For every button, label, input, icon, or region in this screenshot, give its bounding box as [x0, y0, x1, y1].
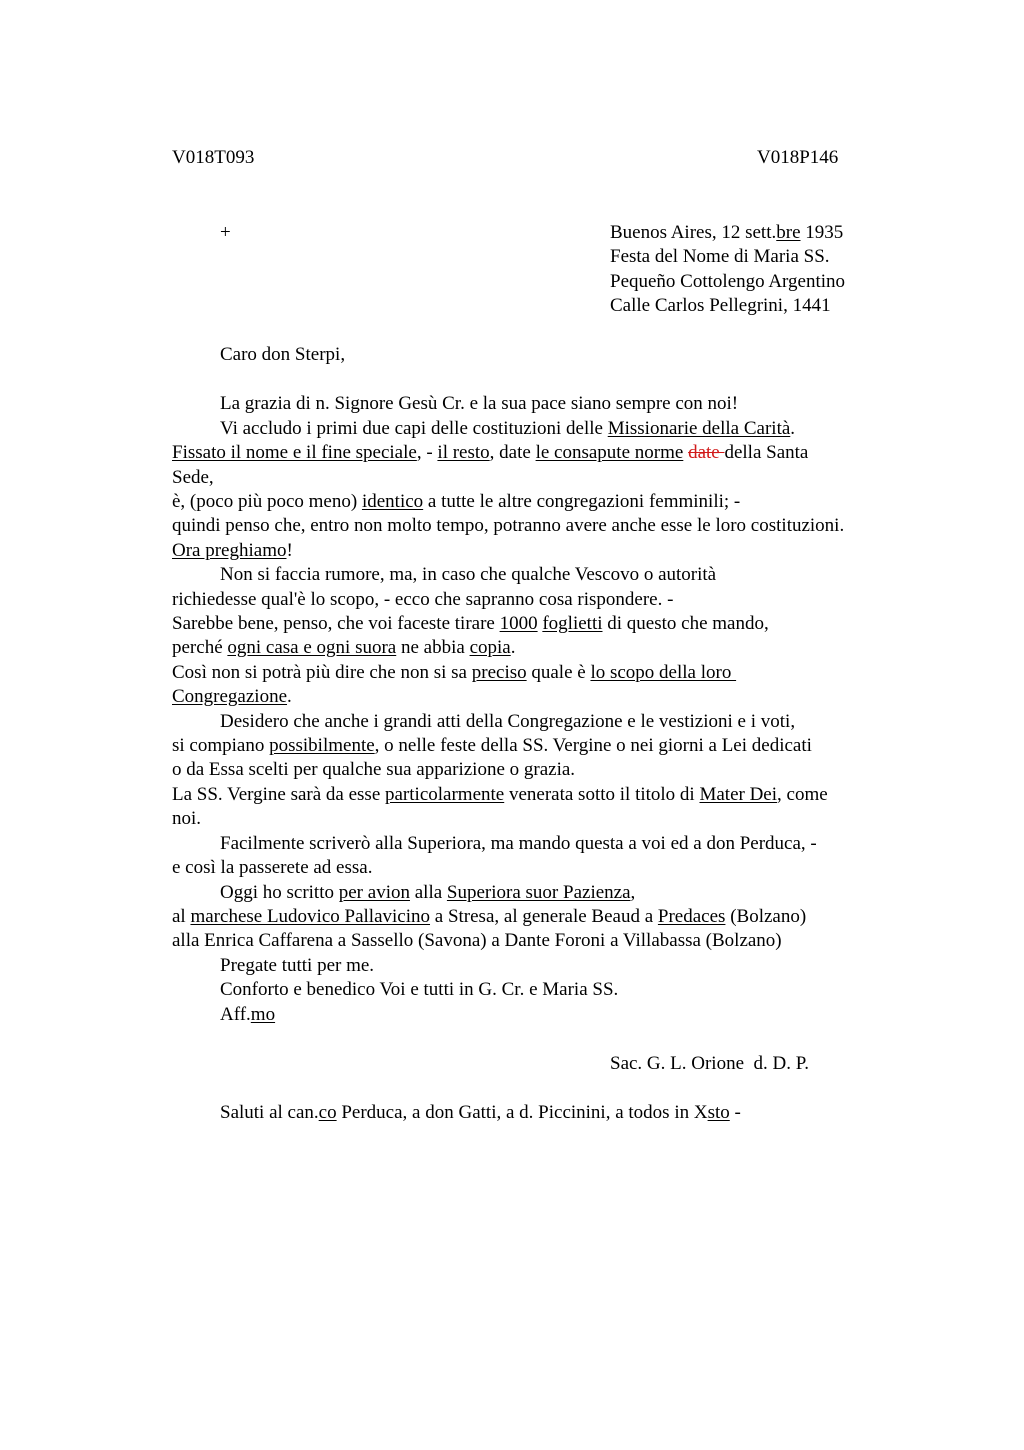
address-line-date: Buenos Aires, 12 sett.bre 1935 — [610, 222, 844, 243]
body-line: richiedesse qual'è lo scopo, - ecco che sapranno cosa rispondere. - — [172, 589, 674, 610]
body-line: quindi penso che, entro non molto tempo, potranno avere anche esse le loro costituzioni. — [172, 515, 845, 536]
body-line: Oggi ho scritto per avion alla Superiora suor Pazienza, — [220, 882, 636, 903]
body-line: è, (poco più poco meno) identico a tutte le altre congregazioni femminili; - — [172, 491, 741, 512]
body-line: e così la passerete ad essa. — [172, 857, 373, 878]
body-line: Facilmente scriverò alla Superiora, ma mando questa a voi ed a don Perduca, - — [220, 833, 817, 854]
body-line: Così non si potrà più dire che non si sa preciso quale è lo scopo della loro — [172, 662, 737, 683]
body-line: Non si faccia rumore, ma, in caso che qualche Vescovo o autorità — [220, 564, 717, 585]
body-line: o da Essa scelti per qualche sua apparizione o grazia. — [172, 759, 576, 780]
address-line-street: Calle Carlos Pellegrini, 1441 — [610, 295, 831, 316]
body-line: perché ogni casa e ogni suora ne abbia copia. — [172, 637, 516, 658]
body-line: Conforto e benedico Voi e tutti in G. Cr. e Maria SS. — [220, 979, 619, 1000]
closing: Aff.mo — [220, 1004, 276, 1025]
postscript: Saluti al can.co Perduca, a don Gatti, a d. Piccinini, a todos in Xsto - — [220, 1102, 741, 1123]
body-line: si compiano possibilmente, o nelle feste della SS. Vergine o nei giorni a Lei dedicati — [172, 735, 812, 756]
body-line: Ora preghiamo! — [172, 540, 293, 561]
document-code-right: V018P146 — [757, 147, 839, 168]
body-line: al marchese Ludovico Pallavicino a Stresa, al generale Beaud a Predaces (Bolzano) — [172, 906, 807, 927]
body-line: Sede, — [172, 467, 214, 488]
cross-symbol: + — [220, 222, 231, 243]
body-line: La SS. Vergine sarà da esse particolarmente venerata sotto il titolo di Mater Dei, come — [172, 784, 828, 805]
body-line: Desidero che anche i grandi atti della Congregazione e le vestizioni e i voti, — [220, 711, 796, 732]
body-line: Fissato il nome e il fine speciale, - il resto, date le consapute norme date della Santa — [172, 442, 809, 463]
salutation: Caro don Sterpi, — [220, 344, 346, 365]
body-line: alla Enrica Caffarena a Sassello (Savona) a Dante Foroni a Villabassa (Bolzano) — [172, 930, 782, 951]
body-line: La grazia di n. Signore Gesù Cr. e la sua pace siano sempre con noi! — [220, 393, 739, 414]
body-line: Sarebbe bene, penso, che voi faceste tirare 1000 foglietti di questo che mando, — [172, 613, 769, 634]
address-line-feast: Festa del Nome di Maria SS. — [610, 246, 830, 267]
signature: Sac. G. L. Orione d. D. P. — [610, 1053, 809, 1074]
document-code-left: V018T093 — [172, 147, 255, 168]
body-line: noi. — [172, 808, 202, 829]
body-line: Vi accludo i primi due capi delle costituzioni delle Missionarie della Carità. — [220, 418, 796, 439]
deleted-word: date — [688, 442, 725, 463]
address-line-institution: Pequeño Cottolengo Argentino — [610, 271, 846, 292]
body-line: Pregate tutti per me. — [220, 955, 375, 976]
body-line: Congregazione. — [172, 686, 292, 707]
